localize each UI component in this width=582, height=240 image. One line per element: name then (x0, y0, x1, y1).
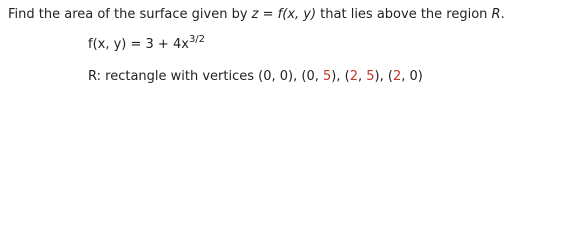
vertex-3-x-value: 2 (349, 69, 358, 84)
function-exponent: 3/2 (188, 34, 206, 45)
vertex-4-x-value: 2 (392, 69, 402, 84)
region-description (88, 69, 423, 84)
vertex-2-close: ) (331, 69, 337, 84)
f-expression: f(x, y) (277, 7, 317, 22)
vertex-2-open: (0, (301, 69, 323, 84)
prompt-period: . (500, 7, 505, 22)
vertex-3-mid: , (357, 69, 367, 84)
region-label: R: rectangle with vertices (88, 69, 259, 84)
vertex-separator: , (293, 69, 302, 84)
prompt-equals: = (258, 7, 278, 22)
vertex-4-close: , 0) (401, 69, 423, 84)
function-definition (88, 34, 206, 52)
function-rhs: = 3 + 4x (126, 37, 189, 52)
vertex-3-close: ) (374, 69, 380, 84)
prompt-text-before: Find the area of the surface given by (8, 7, 252, 22)
vertex-4-open: ( (387, 69, 393, 84)
vertex-separator: , (379, 69, 388, 84)
prompt-text-after: that lies above the region (316, 7, 492, 22)
region-variable: R (491, 7, 501, 22)
function-lhs: f(x, y) (88, 37, 127, 52)
z-variable: z (251, 7, 259, 22)
vertex-separator: , (336, 69, 345, 84)
vertex-3-y-value: 5 (366, 69, 375, 84)
problem-prompt (8, 7, 505, 22)
vertex-3-open: ( (344, 69, 350, 84)
vertex-2-y-value: 5 (322, 69, 332, 84)
vertex-1: (0, 0) (258, 69, 294, 84)
